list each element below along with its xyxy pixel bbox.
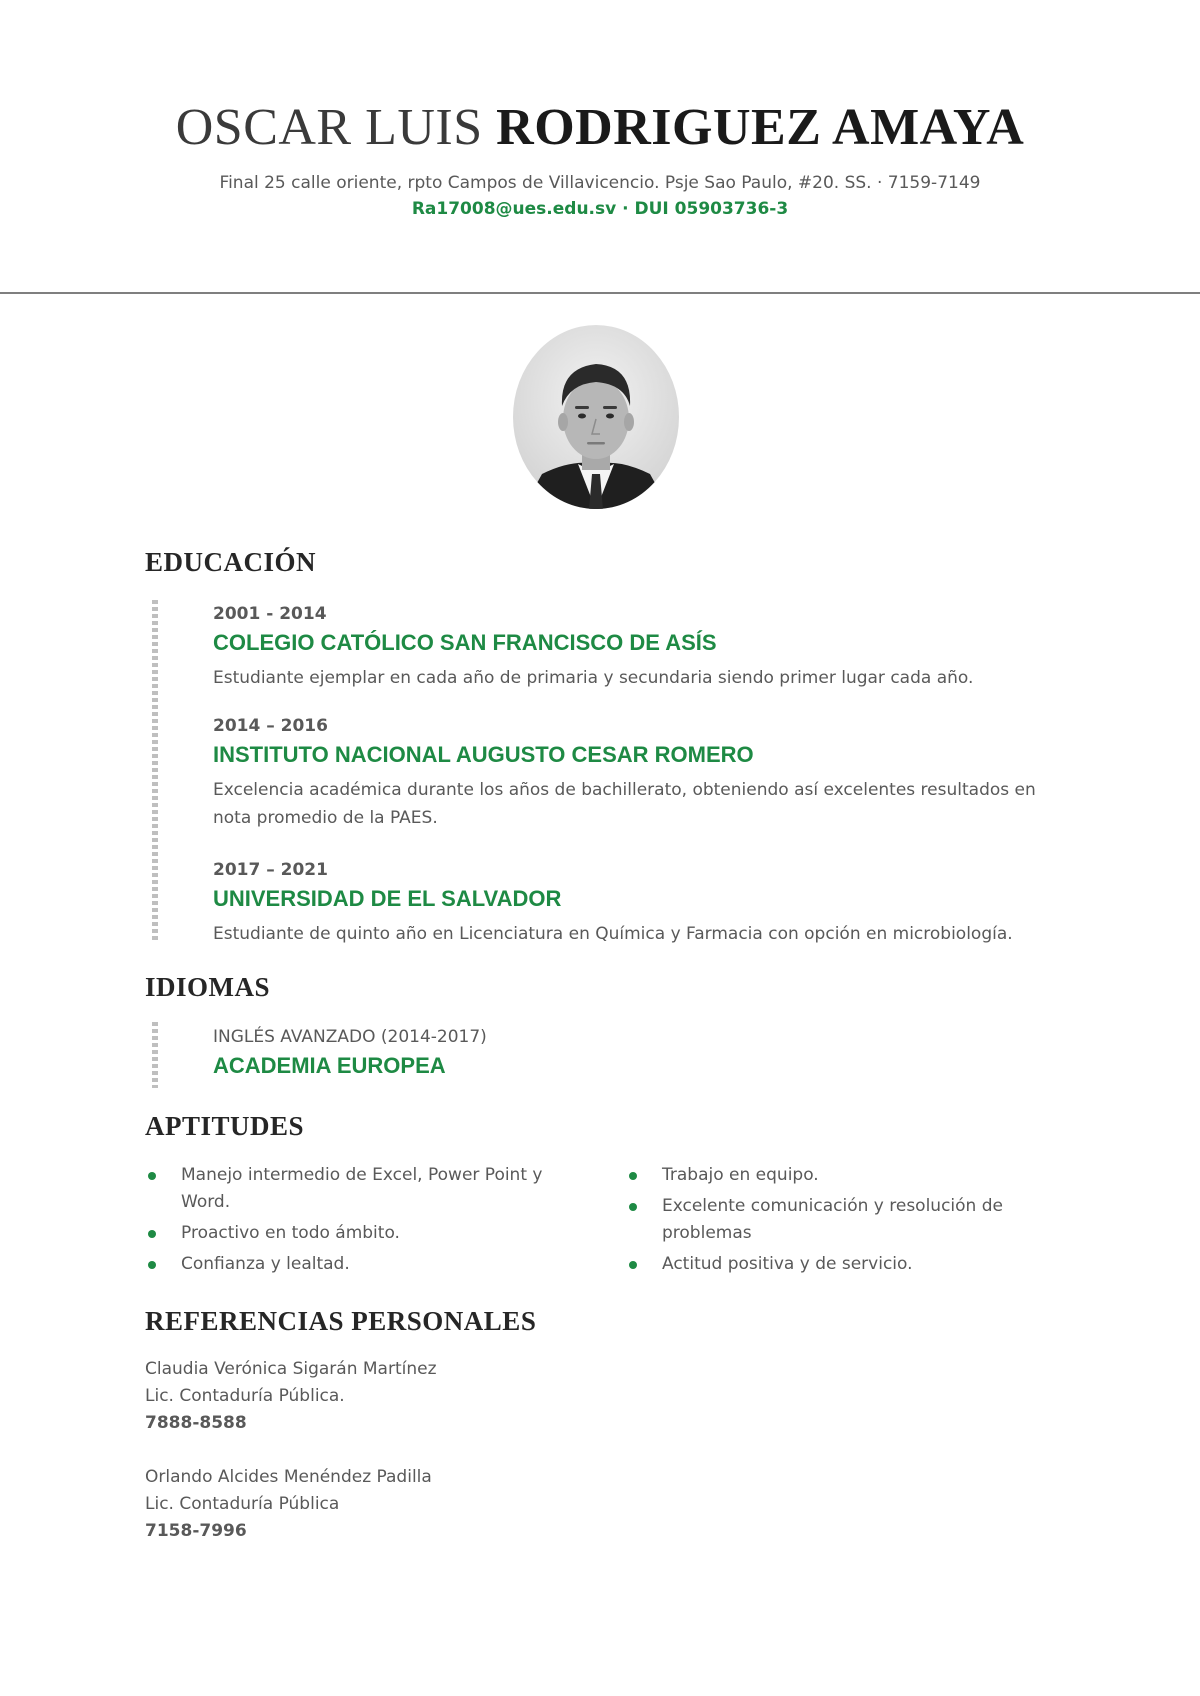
education-desc-1: Estudiante ejemplar en cada año de primaria y secundaria siendo primer lugar cada año.	[213, 668, 974, 688]
skill-item	[626, 1193, 1056, 1247]
reference-phone-1: 7888-8588	[145, 1413, 247, 1433]
education-heading: EDUCACIÓN	[145, 547, 317, 577]
bullet-dot-icon	[629, 1172, 637, 1180]
languages-timeline-bar	[152, 1022, 158, 1088]
skills-heading: APTITUDES	[145, 1111, 305, 1141]
skill-text: Trabajo en equipo.	[662, 1165, 819, 1185]
skill-item	[145, 1162, 585, 1216]
skill-item	[145, 1251, 585, 1278]
reference-phone-2: 7158-7996	[145, 1521, 247, 1541]
reference-role-1: Lic. Contaduría Pública.	[145, 1386, 345, 1406]
language-school: ACADEMIA EUROPEA	[213, 1053, 446, 1078]
skill-text: Confianza y lealtad.	[181, 1254, 350, 1274]
contact-address-phone: Final 25 calle oriente, rpto Campos de Villavicencio. Psje Sao Paulo, #20. SS. · 7159-7149	[219, 173, 981, 193]
skill-text: Actitud positiva y de servicio.	[662, 1254, 913, 1274]
education-school-3: UNIVERSIDAD DE EL SALVADOR	[213, 886, 562, 911]
bullet-dot-icon	[629, 1203, 637, 1211]
skill-text: Proactivo en todo ámbito.	[181, 1223, 400, 1243]
bullet-dot-icon	[148, 1261, 156, 1269]
education-desc-2: Excelencia académica durante los años de bachillerato, obteniendo así excelentes resultados en nota promedio de la PAES.	[213, 780, 1036, 828]
skill-text: Excelente comunicación y resolución de problemas	[662, 1196, 1003, 1243]
reference-name-2: Orlando Alcides Menéndez Padilla	[145, 1467, 432, 1487]
full-name	[0, 98, 1200, 158]
education-school-2: INSTITUTO NACIONAL AUGUSTO CESAR ROMERO	[213, 742, 754, 767]
education-date-2: 2014 – 2016	[213, 716, 328, 736]
header-divider	[0, 292, 1200, 294]
skill-item	[626, 1251, 1056, 1278]
bullet-dot-icon	[148, 1172, 156, 1180]
contact-email-dui: Ra17008@ues.edu.sv · DUI 05903736-3	[411, 199, 789, 219]
references-heading: REFERENCIAS PERSONALES	[145, 1306, 537, 1336]
skill-text: Manejo intermedio de Excel, Power Point y Word.	[181, 1165, 543, 1212]
skills-right-list	[626, 1162, 1056, 1282]
bullet-dot-icon	[629, 1261, 637, 1269]
last-name: RODRIGUEZ AMAYA	[496, 99, 1025, 156]
education-school-1: COLEGIO CATÓLICO SAN FRANCISCO DE ASÍS	[213, 630, 717, 655]
education-desc-3: Estudiante de quinto año en Licenciatura en Química y Farmacia con opción en microbiología.	[213, 924, 1013, 944]
profile-photo	[512, 324, 680, 510]
reference-name-1: Claudia Verónica Sigarán Martínez	[145, 1359, 437, 1379]
skills-left-list	[145, 1162, 585, 1282]
languages-heading: IDIOMAS	[145, 972, 271, 1002]
skill-item	[626, 1162, 1056, 1189]
language-level: INGLÉS AVANZADO (2014-2017)	[213, 1027, 487, 1047]
education-date-1: 2001 - 2014	[213, 604, 327, 624]
education-date-3: 2017 – 2021	[213, 860, 328, 880]
bullet-dot-icon	[148, 1230, 156, 1238]
skill-item	[145, 1220, 585, 1247]
education-timeline-bar	[152, 600, 158, 940]
first-name: OSCAR LUIS	[175, 99, 497, 156]
reference-role-2: Lic. Contaduría Pública	[145, 1494, 340, 1514]
